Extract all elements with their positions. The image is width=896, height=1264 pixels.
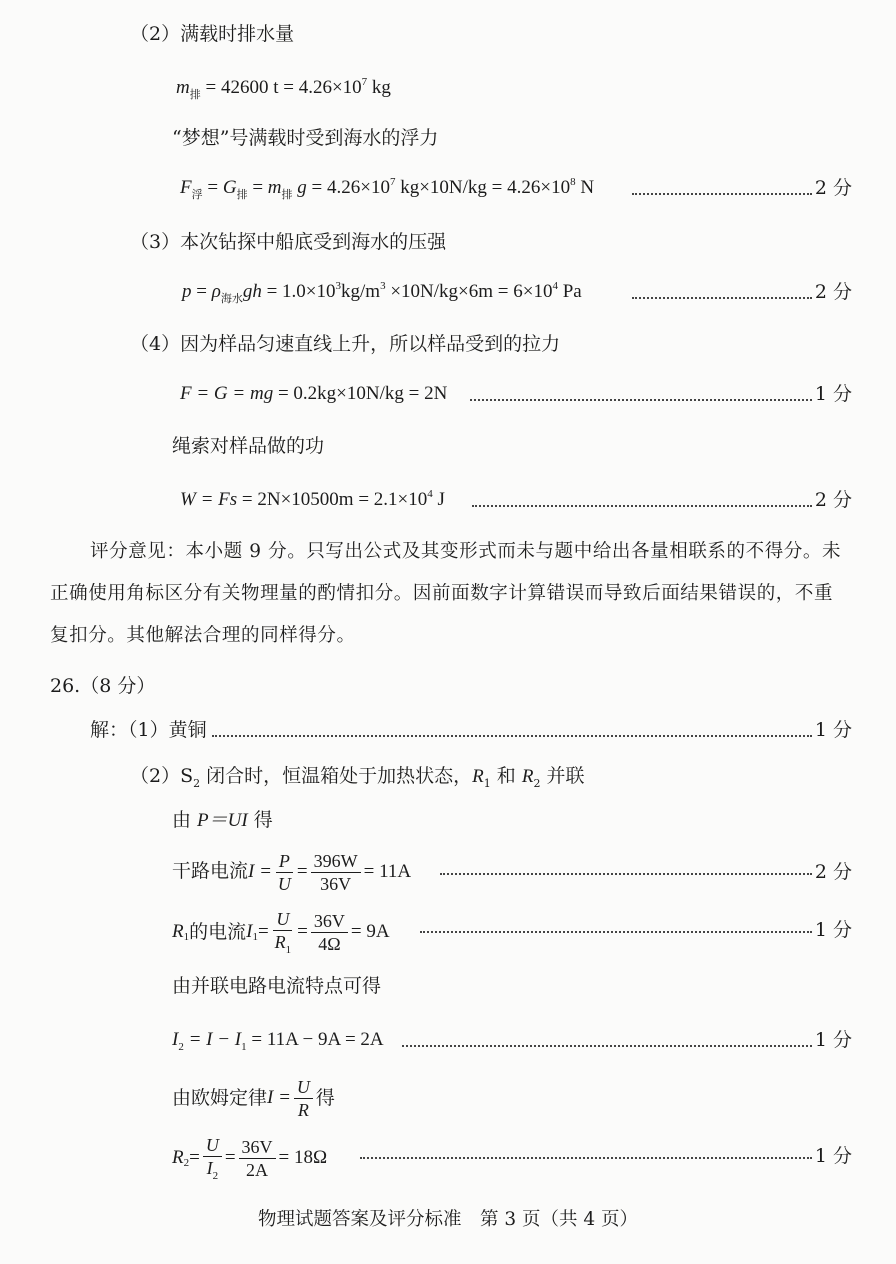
- score-mark: 2 分: [814, 861, 852, 883]
- q25-pressure-formula: $p = \rho_{海水}gh = 1.0\times 10^3kg/m^3 \times 10N/kg\times 6m = 6\times 10^4$ Pa: [182, 280, 582, 305]
- r2-formula: R 2 = $\frac{U}{I_2}$ = $\frac{36V}{2A}$ = 18Ω: [172, 1135, 328, 1182]
- fraction-u-over-r1: $\frac{U}{R_1}$: [274, 909, 292, 956]
- q26-part1: 解：（1）黄铜: [90, 719, 207, 741]
- fraction-396w-over-36v: $\frac{396W}{36V}$: [311, 850, 361, 895]
- leader-dots: [632, 190, 812, 195]
- score-mark: 2 分: [814, 177, 852, 199]
- score-mark: 1 分: [814, 1029, 852, 1051]
- grading-note-line-2: 正确使用角标区分有关物理量的酌情扣分。因前面数字计算错误而导致后面结果错误的，不重: [50, 583, 834, 604]
- leader-dots: [472, 502, 812, 507]
- leader-dots: [212, 732, 812, 737]
- fraction-u-over-r: $\frac{U}{R}$: [294, 1076, 313, 1121]
- leader-dots: [632, 294, 812, 299]
- leader-dots: [470, 396, 812, 401]
- ohm-law-line: 由欧姆定律 I = $\frac{U}{R}$ 得: [172, 1076, 335, 1120]
- leader-dots: [402, 1042, 812, 1047]
- from-pui-line: 由 P＝UI 得: [172, 809, 273, 831]
- q26-part2-heading: $(2)S_2$ 闭合时，恒温箱处于加热状态，$R_1$ 和 $R_2$ 并联: [130, 765, 585, 790]
- leader-dots: [360, 1154, 812, 1159]
- leader-dots: [440, 870, 812, 875]
- q25-buoyancy-heading: “梦想”号满载时受到海水的浮力: [172, 127, 439, 149]
- q25-work-formula: $W = Fs = 2N\times 10500m = 2.1\times 10^4$ J: [180, 488, 445, 510]
- q25-part4-heading: （4）因为样品匀速直线上升，所以样品受到的拉力: [130, 333, 561, 355]
- score-mark: 2 分: [814, 489, 852, 511]
- fraction-36v-over-4ohm: $\frac{36V}{4\Omega}$: [311, 910, 348, 955]
- score-mark: 2 分: [814, 281, 852, 303]
- score-mark: 1 分: [814, 719, 852, 741]
- q25-work-heading: 绳索对样品做的功: [172, 435, 325, 457]
- q25-force-formula: F = G = mg = 0.2kg×10N/kg = 2N: [180, 383, 448, 404]
- q25-mass-formula: $m_排 = 42600$ $t = 4.26\times 10^7$ kg: [176, 76, 391, 101]
- grading-note-line-3: 复扣分。其他解法合理的同样得分。: [50, 625, 356, 646]
- score-mark: 1 分: [814, 1145, 852, 1167]
- fraction-p-over-u: $\frac{P}{U}$: [277, 850, 291, 894]
- leader-dots: [420, 928, 812, 933]
- q25-buoyancy-formula: $F_浮 = G_排 = m_排$ $g = 4.26\times 10^7$ $kg\times 10N/kg = 4.26\times 10^8$ N: [180, 176, 595, 201]
- score-mark: 1 分: [814, 919, 852, 941]
- grading-note-line-1: 评分意见：本小题 9 分。只写出公式及其变形式而未与题中给出各量相联系的不得分。未: [90, 541, 842, 562]
- page-footer: 物理试题答案及评分标准 第 3 页（共 4 页）: [257, 1209, 639, 1230]
- q26-heading: 26.（8 分）: [50, 675, 156, 697]
- score-mark: 1 分: [814, 383, 852, 405]
- fraction-36v-over-2a: $\frac{36V}{2A}$: [239, 1136, 276, 1181]
- q25-part2-heading: （2）满载时排水量: [130, 23, 295, 45]
- q25-part3-heading: （3）本次钻探中船底受到海水的压强: [130, 231, 447, 253]
- parallel-heading: 由并联电路电流特点可得: [172, 975, 382, 997]
- main-current-formula: 干路电流 I = $\frac{P}{U}$ = $\frac{396W}{36V}$ = 11A: [172, 850, 412, 894]
- fraction-u-over-i2: $\frac{U}{I_2}$: [203, 1134, 222, 1182]
- r1-current-formula: R 1 的电流 I 1 = $\frac{U}{R_1}$ = $\frac{36V}{4\Omega}$ = 9A: [172, 909, 390, 956]
- i2-formula: $I_2 = I - I_1 = 11A - 9A = 2A$: [172, 1029, 384, 1053]
